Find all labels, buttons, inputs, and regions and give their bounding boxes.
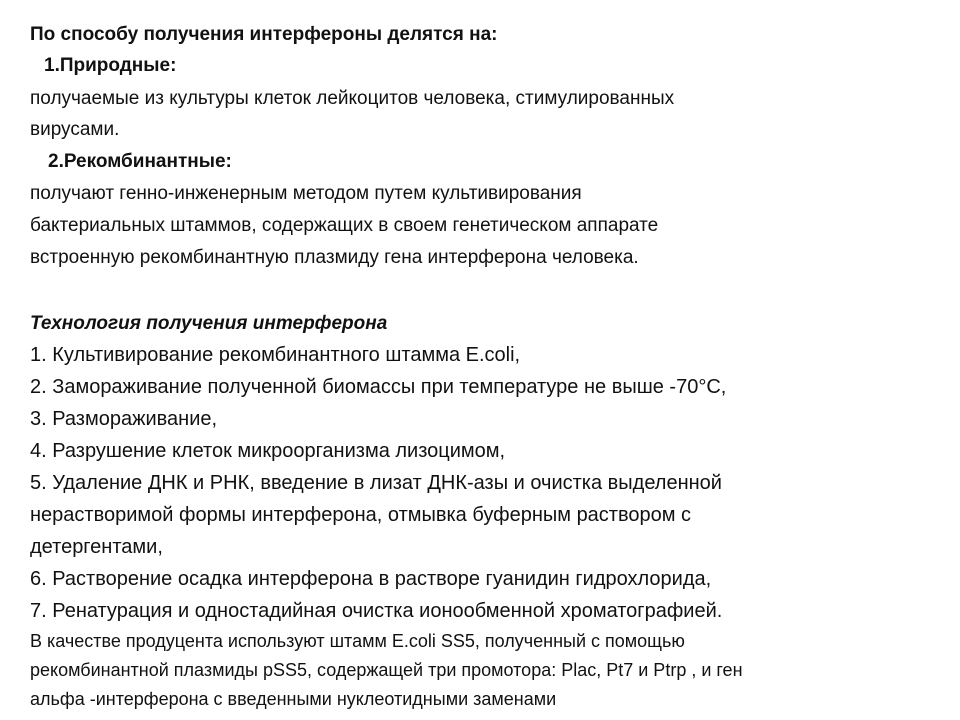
step-line: детергентами, bbox=[30, 536, 163, 558]
step-line: нерастворимой формы интерферона, отмывка буферным раствором с bbox=[30, 504, 692, 526]
step-line: 5. Удаление ДНК и РНК, введение в лизат ДНК-азы и очистка выделенной bbox=[30, 472, 722, 494]
step-line: 4. Разрушение клеток микроорганизма лизоцимом, bbox=[30, 440, 506, 462]
note-line-2: рекомбинантной плазмиды pSS5, содержащей три промотора: Plac, Pt7 и Ptrp , и ген bbox=[30, 660, 743, 680]
natural-line-2: вирусами. bbox=[30, 119, 120, 140]
step-line: 3. Размораживание, bbox=[30, 408, 218, 430]
recombinant-line-3: встроенную рекомбинантную плазмиду гена интерферона человека. bbox=[30, 247, 639, 268]
natural-title: 1.Природные: bbox=[44, 55, 177, 76]
section1-heading: По способу получения интерфероны делятся на: bbox=[30, 24, 498, 45]
step-line: 2. Замораживание полученной биомассы при температуре не выше -70°С, bbox=[30, 376, 727, 398]
recombinant-title: 2.Рекомбинантные: bbox=[48, 151, 232, 172]
recombinant-line-1: получают генно-инженерным методом путем культивирования bbox=[30, 183, 582, 204]
step-line: 6. Растворение осадка интерферона в растворе гуанидин гидрохлорида, bbox=[30, 568, 712, 590]
note-line-3: альфа -интерферона с введенными нуклеотидными заменами bbox=[30, 689, 557, 709]
recombinant-line-2: бактериальных штаммов, содержащих в своем генетическом аппарате bbox=[30, 215, 659, 236]
step-line: 1. Культивирование рекомбинантного штамма E.coli, bbox=[30, 344, 521, 366]
step-line: 7. Ренатурация и одностадийная очистка ионообменной хроматографией. bbox=[30, 600, 723, 622]
natural-line-1: получаемые из культуры клеток лейкоцитов человека, стимулированных bbox=[30, 88, 675, 109]
section2-heading: Технология получения интерферона bbox=[30, 313, 388, 334]
note-line-1: В качестве продуцента используют штамм E.coli SS5, полученный с помощью bbox=[30, 631, 685, 651]
